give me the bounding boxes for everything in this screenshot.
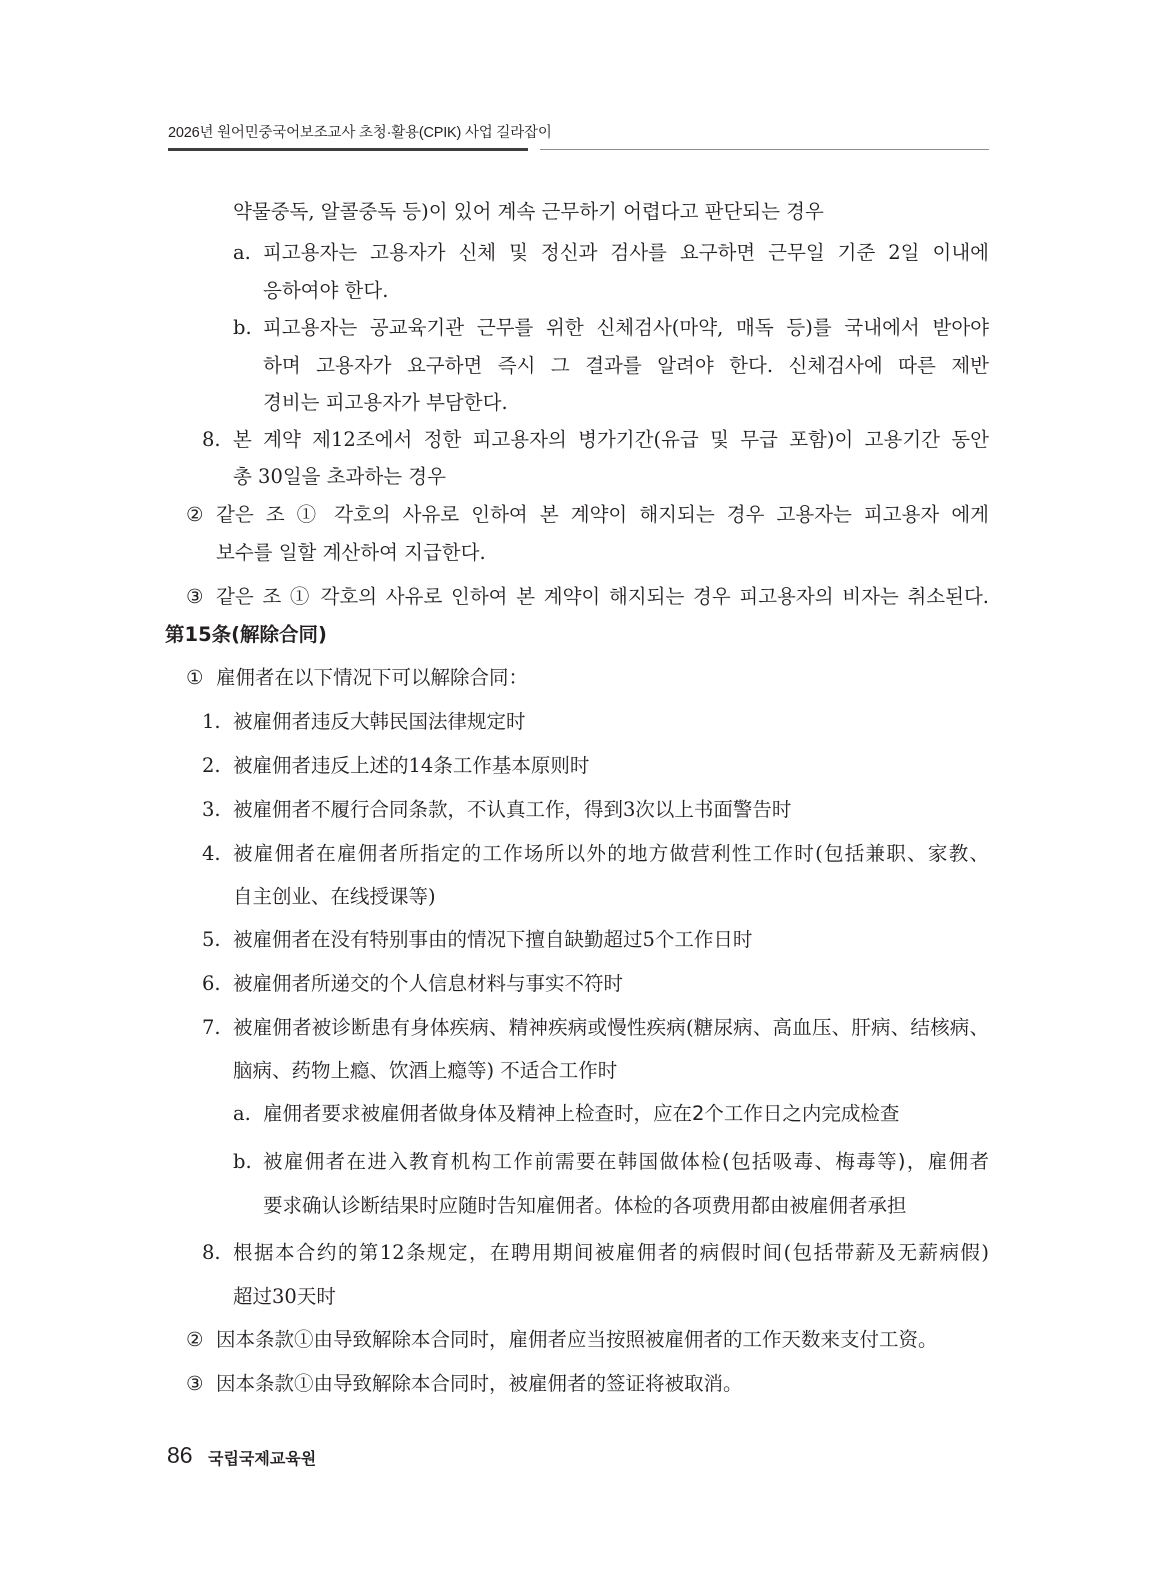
cn-sub-a-text: 雇佣者要求被雇佣者做身体及精神上检查时，应在2个工作日之内完成检查 xyxy=(263,1102,900,1125)
cn-item-7-line1: 被雇佣者被诊断患有身体疾病、精神疾病或慢性疾病(糖尿病、高血压、肝病、结核病、 xyxy=(233,1016,989,1039)
cn-item-3-marker: 3. xyxy=(202,798,221,821)
cn-item-3-text: 被雇佣者不履行合同条款，不认真工作，得到3次以上书面警告时 xyxy=(233,798,792,821)
cn-item-1-marker: 1. xyxy=(202,710,221,733)
cn-para-2-text: 因本条款①由导致解除本合同时，雇佣者应当按照被雇佣者的工作天数来支付工资。 xyxy=(216,1328,938,1351)
cn-sub-b-line2: 要求确认诊断结果时应随时告知雇佣者。体检的各项费用都由被雇佣者承担 xyxy=(263,1194,907,1217)
cn-item-5-marker: 5. xyxy=(202,928,221,951)
page-number: 86 xyxy=(167,1442,193,1468)
para-2-marker: ② xyxy=(186,503,204,526)
cn-sub-a-marker: a. xyxy=(233,1102,251,1125)
item-b-line1: 피고용자는 공교육기관 근무를 위한 신체검사(마약, 매독 등)를 국내에서 받아야 xyxy=(263,316,989,339)
cn-para-1-text: 雇佣者在以下情况下可以解除合同： xyxy=(216,666,529,689)
cn-para-2-marker: ② xyxy=(186,1328,204,1351)
cn-item-7-marker: 7. xyxy=(202,1016,221,1039)
publisher-name: 국립국제교육원 xyxy=(208,1449,317,1468)
cn-item-7-line2: 脑病、药物上瘾、饮酒上瘾等) 不适合工作时 xyxy=(233,1059,618,1082)
para-3-line1: 같은 조 ① 각호의 사유로 인하여 본 계약이 해지되는 경우 피고용자의 비자는 취소된다. xyxy=(216,585,989,608)
item-a-line2: 응하여야 한다. xyxy=(263,279,389,302)
item-8-marker: 8. xyxy=(202,428,221,451)
cn-item-6-marker: 6. xyxy=(202,972,221,995)
cn-item-1-text: 被雇佣者违反大韩民国法律规定时 xyxy=(233,710,526,733)
item-b-marker: b. xyxy=(233,316,252,339)
cn-item-4-marker: 4. xyxy=(202,842,221,865)
cn-sub-b-marker: b. xyxy=(233,1150,252,1173)
header-rule-light xyxy=(540,149,989,150)
cn-item-8-line1: 根据本合约的第12条规定，在聘用期间被雇佣者的病假时间(包括带薪及无薪病假) xyxy=(233,1241,989,1264)
cn-item-4-line1: 被雇佣者在雇佣者所指定的工作场所以外的地方做营利性工作时(包括兼职、家教、 xyxy=(233,842,989,865)
item-b-line2: 하며 고용자가 요구하면 즉시 그 결과를 알려야 한다. 신체검사에 따른 제반 xyxy=(263,354,989,377)
article-heading: 第15条(解除合同) xyxy=(165,623,327,646)
running-header: 2026년 원어민중국어보조교사 초청·활용(CPIK) 사업 길라잡이 xyxy=(168,125,552,141)
cn-para-3-marker: ③ xyxy=(186,1372,204,1395)
cn-item-8-marker: 8. xyxy=(202,1241,221,1264)
item-8-line2: 총 30일을 초과하는 경우 xyxy=(233,465,446,488)
item-8-line1: 본 계약 제12조에서 정한 피고용자의 병가기간(유급 및 무급 포함)이 고용기간 동안 xyxy=(233,428,989,451)
para-2-line2: 보수를 일할 계산하여 지급한다. xyxy=(216,541,486,564)
item-a-marker: a. xyxy=(233,241,251,264)
para-2-line1: 같은 조 ① 각호의 사유로 인하여 본 계약이 해지되는 경우 고용자는 피고용자 에게 xyxy=(216,503,989,526)
cn-item-2-marker: 2. xyxy=(202,754,221,777)
cn-item-5-text: 被雇佣者在没有特别事由的情况下擅自缺勤超过5个工作日时 xyxy=(233,928,753,951)
cn-item-6-text: 被雇佣者所递交的个人信息材料与事实不符时 xyxy=(233,972,624,995)
header-rule-dark xyxy=(168,148,528,151)
cn-item-8-line2: 超过30天时 xyxy=(233,1285,336,1308)
item-a-line1: 피고용자는 고용자가 신체 및 정신과 검사를 요구하면 근무일 기준 2일 이내에 xyxy=(263,241,989,264)
cn-para-1-marker: ① xyxy=(186,666,204,689)
cn-sub-b-line1: 被雇佣者在进入教育机构工作前需要在韩国做体检(包括吸毒、梅毒等)，雇佣者 xyxy=(263,1150,989,1173)
cn-para-3-text: 因本条款①由导致解除本合同时，被雇佣者的签证将被取消。 xyxy=(216,1372,743,1395)
continuation-line: 약물중독, 알콜중독 등)이 있어 계속 근무하기 어렵다고 판단되는 경우 xyxy=(233,200,824,223)
cn-item-2-text: 被雇佣者违反上述的14条工作基本原则时 xyxy=(233,754,590,777)
para-3-marker: ③ xyxy=(186,585,204,608)
cn-item-4-line2: 自主创业、在线授课等) xyxy=(233,885,436,908)
item-b-line3: 경비는 피고용자가 부담한다. xyxy=(263,391,508,414)
